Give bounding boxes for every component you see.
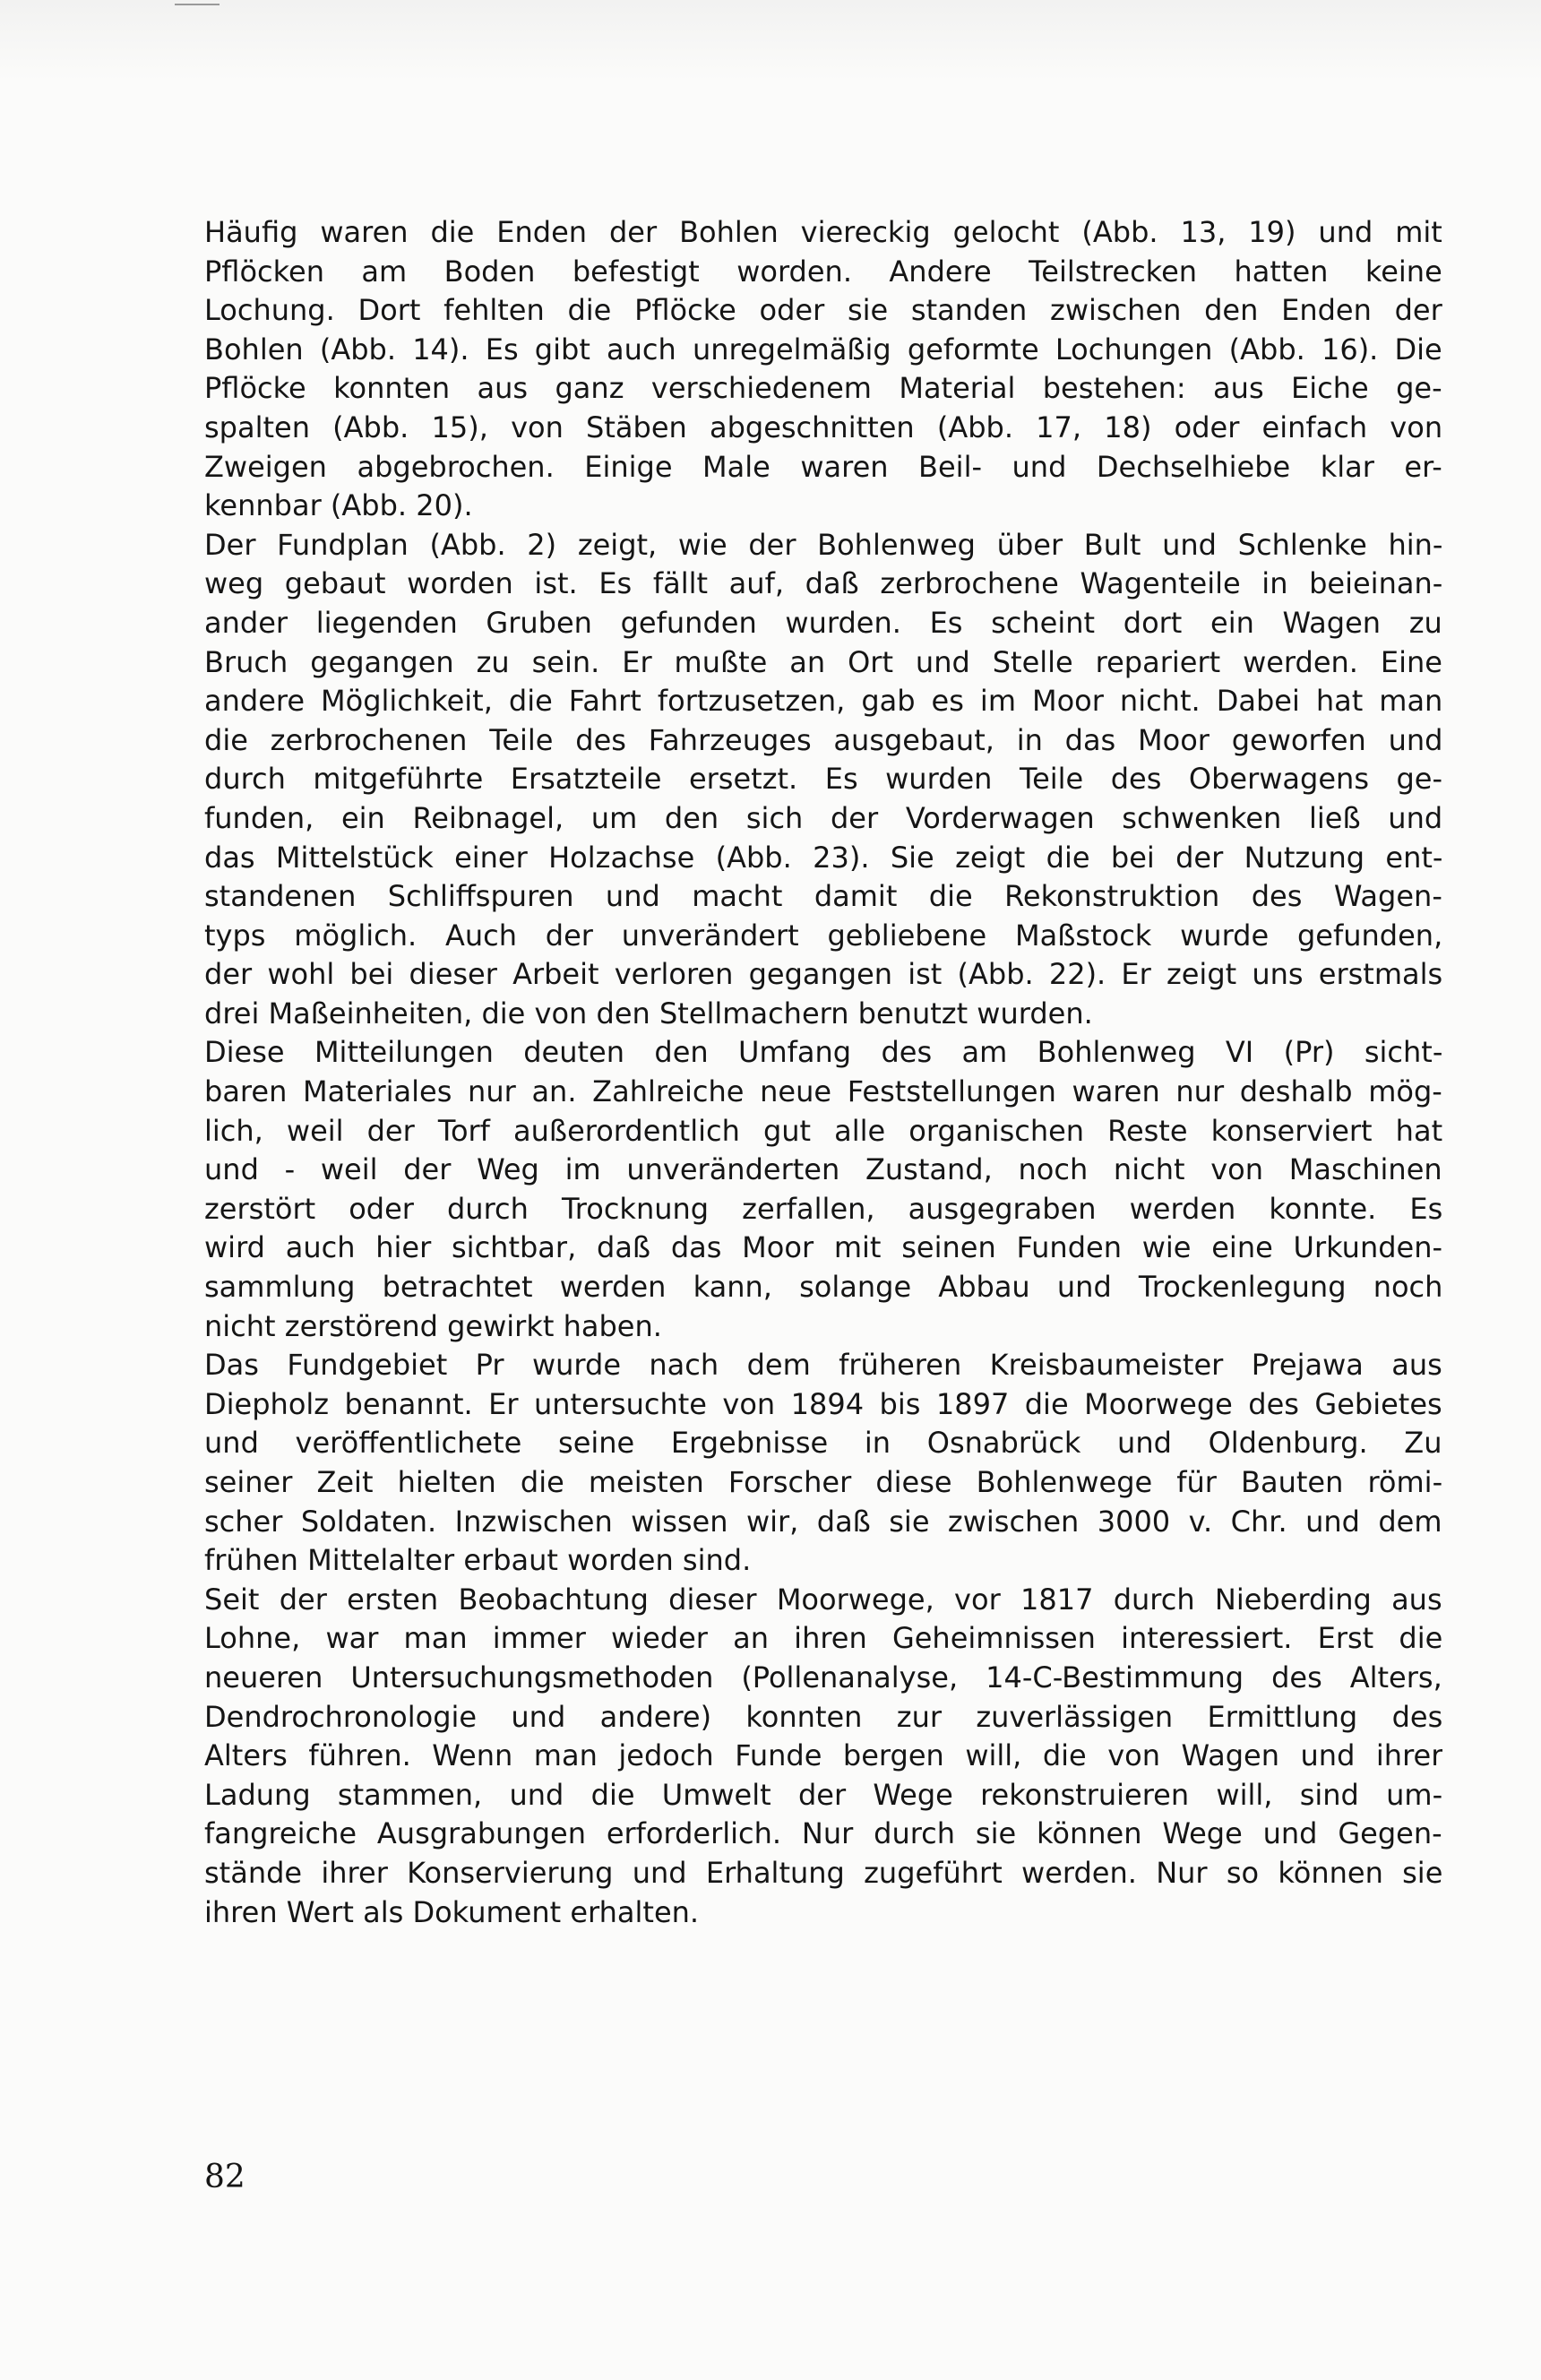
paragraph [204, 1581, 1442, 1932]
text-line: neueren Untersuchungsmethoden (Pollenanalyse, 14-C-Bestimmung des Alters, [204, 1660, 1442, 1694]
text-line: weg gebaut worden ist. Es fällt auf, daß zerbrochene Wagenteile in beieinan- [204, 566, 1442, 601]
scan-edge-mark [175, 4, 220, 5]
text-line: und - weil der Weg im unveränderten Zustand, noch nicht von Maschinen [204, 1152, 1442, 1187]
text-line: standenen Schliffspuren und macht damit die Rekonstruktion des Wagen- [204, 879, 1442, 914]
text-line: fangreiche Ausgrabungen erforderlich. Nur durch sie können Wege und Gegen- [204, 1816, 1442, 1851]
text-line: Bruch gegangen zu sein. Er mußte an Ort und Stelle repariert werden. Eine [204, 644, 1442, 679]
text-line: baren Materiales nur an. Zahlreiche neue Feststellungen waren nur deshalb mög- [204, 1074, 1442, 1109]
text-line: zerstört oder durch Trocknung zerfallen, ausgegraben werden konnte. Es [204, 1191, 1442, 1226]
text-line: nicht zerstörend gewirkt haben. [204, 1308, 662, 1343]
text-line: Seit der ersten Beobachtung dieser Moorwege, vor 1817 durch Nieberding aus [204, 1582, 1442, 1617]
paragraph [204, 213, 1442, 526]
text-line: kennbar (Abb. 20). [204, 488, 473, 523]
text-line: typs möglich. Auch der unverändert gebliebene Maßstock wurde gefunden, [204, 918, 1442, 953]
text-line: Zweigen abgebrochen. Einige Male waren Beil- und Dechselhiebe klar er- [204, 449, 1442, 484]
text-line: funden, ein Reibnagel, um den sich der Vorderwagen schwenken ließ und [204, 800, 1442, 835]
text-line: Pflöcke konnten aus ganz verschiedenem Material bestehen: aus Eiche ge- [204, 371, 1442, 406]
text-line: lich, weil der Torf außerordentlich gut alle organischen Reste konserviert hat [204, 1113, 1442, 1148]
text-line: ihren Wert als Dokument erhalten. [204, 1894, 700, 1929]
text-line: Lochung. Dort fehlten die Pflöcke oder sie standen zwischen den Enden der [204, 293, 1442, 328]
text-line: scher Soldaten. Inzwischen wissen wir, daß sie zwischen 3000 v. Chr. und dem [204, 1504, 1442, 1539]
text-line: seiner Zeit hielten die meisten Forscher diese Bohlenwege für Bauten römi- [204, 1465, 1442, 1499]
paragraph [204, 526, 1442, 1034]
text-line: der wohl bei dieser Arbeit verloren gegangen ist (Abb. 22). Er zeigt uns erstmals [204, 957, 1442, 992]
page-number: 82 [204, 2159, 245, 2195]
text-line: wird auch hier sichtbar, daß das Moor mit seinen Funden wie eine Urkunden- [204, 1230, 1442, 1265]
paragraph [204, 1033, 1442, 1346]
text-line: Diepholz benannt. Er untersuchte von 1894 bis 1897 die Moorwege des Gebietes [204, 1386, 1442, 1421]
text-line: Dendrochronologie und andere) konnten zur zuverlässigen Ermittlung des [204, 1699, 1442, 1734]
text-line: und veröffentlichete seine Ergebnisse in Osnabrück und Oldenburg. Zu [204, 1426, 1442, 1461]
text-line: durch mitgeführte Ersatzteile ersetzt. Es wurden Teile des Oberwagens ge- [204, 762, 1442, 797]
text-line: Der Fundplan (Abb. 2) zeigt, wie der Bohlenweg über Bult und Schlenke hin- [204, 527, 1442, 562]
text-line: drei Maßeinheiten, die von den Stellmachern benutzt wurden. [204, 996, 1093, 1030]
text-line: frühen Mittelalter erbaut worden sind. [204, 1543, 752, 1578]
text-line: Pflöcken am Boden befestigt worden. Andere Teilstrecken hatten keine [204, 254, 1442, 289]
text-line: andere Möglichkeit, die Fahrt fortzusetzen, gab es im Moor nicht. Dabei hat man [204, 684, 1442, 719]
text-line: Lohne, war man immer wieder an ihren Geheimnissen interessiert. Erst die [204, 1621, 1442, 1656]
body-text [204, 213, 1442, 1932]
text-line: Alters führen. Wenn man jedoch Funde bergen will, die von Wagen und ihrer [204, 1738, 1442, 1773]
text-line: sammlung betrachtet werden kann, solange Abbau und Trockenlegung noch [204, 1270, 1442, 1305]
text-line: Ladung stammen, und die Umwelt der Wege rekonstruieren will, sind um- [204, 1777, 1442, 1812]
scan-top-shadow [0, 0, 1541, 81]
text-line: Das Fundgebiet Pr wurde nach dem früheren Kreisbaumeister Prejawa aus [204, 1348, 1442, 1383]
text-line: Häufig waren die Enden der Bohlen viereckig gelocht (Abb. 13, 19) und mit [204, 215, 1442, 249]
text-line: stände ihrer Konservierung und Erhaltung zugeführt werden. Nur so können sie [204, 1855, 1442, 1890]
text-line: spalten (Abb. 15), von Stäben abgeschnitten (Abb. 17, 18) oder einfach von [204, 410, 1442, 444]
text-line: das Mittelstück einer Holzachse (Abb. 23). Sie zeigt die bei der Nutzung ent- [204, 840, 1442, 875]
text-line: die zerbrochenen Teile des Fahrzeuges ausgebaut, in das Moor geworfen und [204, 722, 1442, 757]
text-line: Bohlen (Abb. 14). Es gibt auch unregelmäßig geformte Lochungen (Abb. 16). Die [204, 332, 1442, 366]
paragraph [204, 1346, 1442, 1581]
text-line: ander liegenden Gruben gefunden wurden. Es scheint dort ein Wagen zu [204, 605, 1442, 640]
text-line: Diese Mitteilungen deuten den Umfang des am Bohlenweg VI (Pr) sicht- [204, 1035, 1442, 1070]
